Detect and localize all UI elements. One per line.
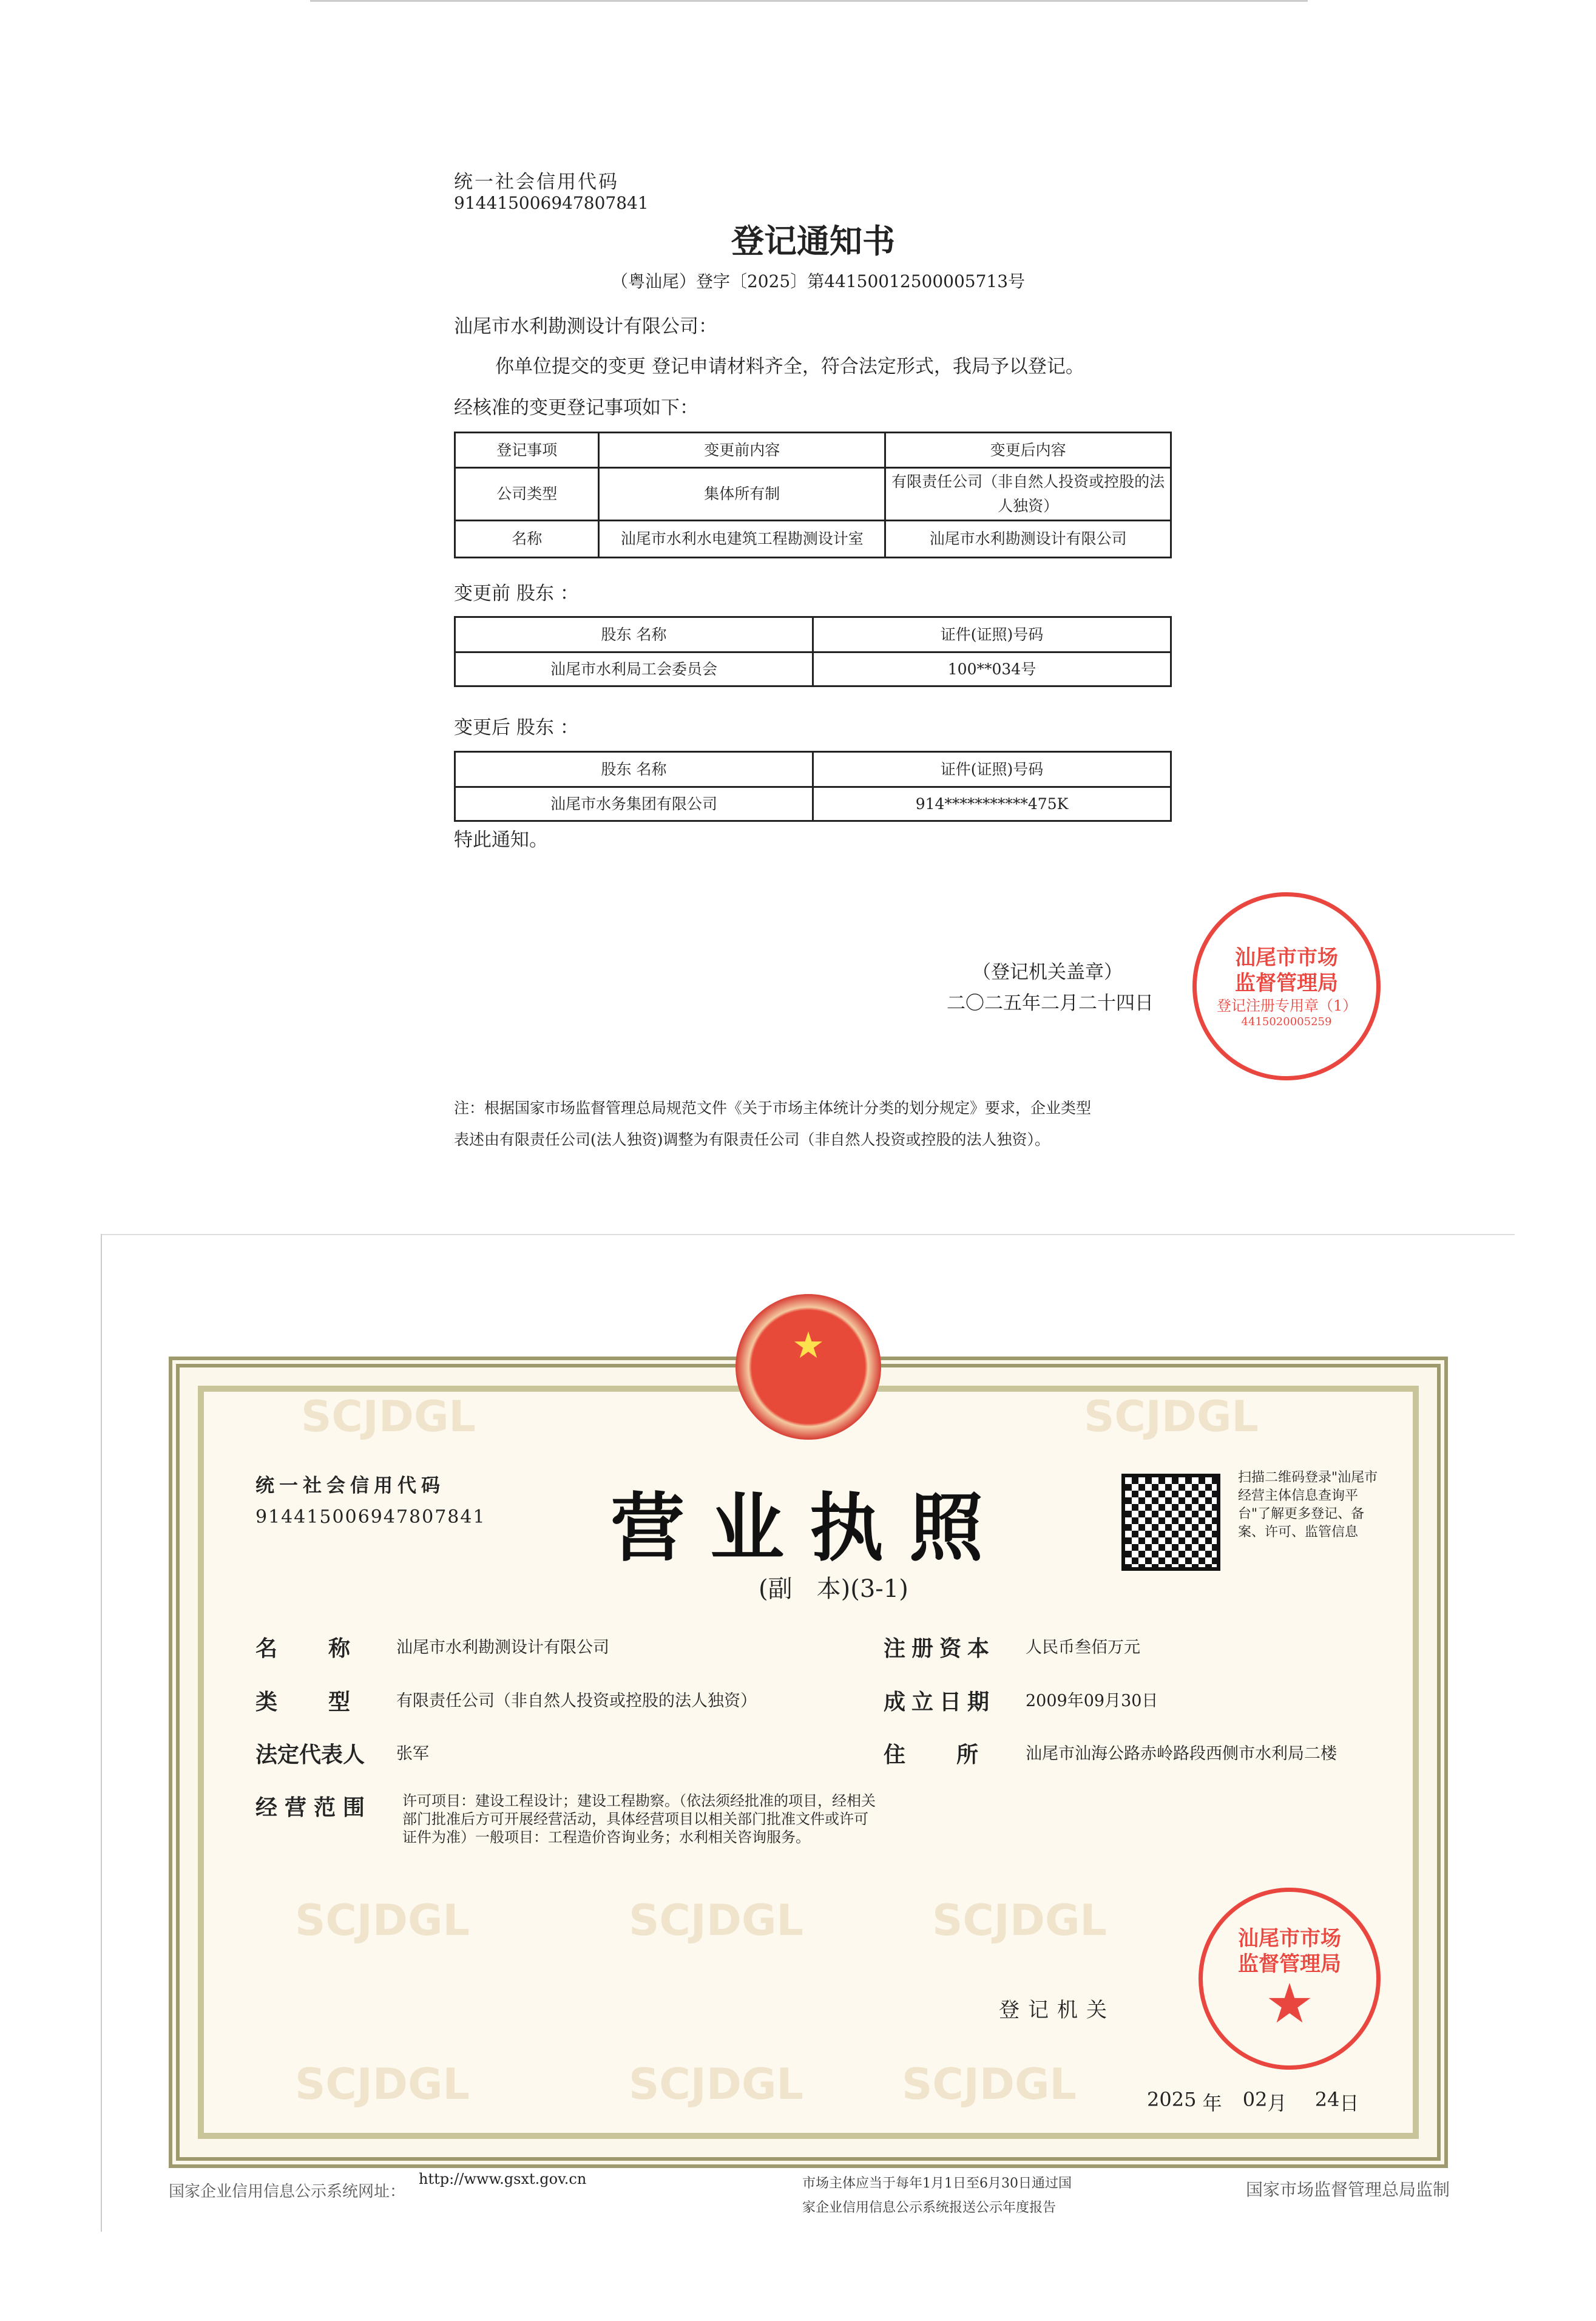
scan-edge-line bbox=[101, 1234, 102, 2232]
field-label-name: 名 称 bbox=[255, 1636, 353, 1661]
table-cell: 汕尾市水利局工会委员会 bbox=[455, 652, 813, 686]
table-cell: 914***********475K bbox=[813, 787, 1171, 821]
header-cell: 证件(证照)号码 bbox=[813, 752, 1171, 787]
issue-day: 24 bbox=[1314, 2088, 1340, 2111]
seal-text: 汕尾市市场监督管理局 bbox=[1238, 1926, 1341, 1976]
footer-right: 国家市场监督管理总局监制 bbox=[1246, 2180, 1450, 2200]
stamp-number: 4415020005259 bbox=[1241, 1015, 1332, 1028]
license-title: 营业执照 bbox=[610, 1485, 1009, 1571]
header-cell: 登记事项 bbox=[455, 433, 599, 468]
national-emblem-icon: ★ bbox=[735, 1294, 881, 1440]
table-cell: 集体所有制 bbox=[599, 468, 885, 521]
table-cell: 汕尾市水利水电建筑工程勘测设计室 bbox=[599, 521, 885, 558]
credit-code: 914415006947807841 bbox=[454, 193, 649, 213]
field-value-address: 汕尾市汕海公路赤岭路段西侧市水利局二楼 bbox=[1026, 1744, 1337, 1763]
watermark: SCJDGL bbox=[301, 1392, 476, 1442]
field-label-representative: 法定代表人 bbox=[255, 1742, 365, 1767]
star-icon: ★ bbox=[1265, 1972, 1314, 2036]
stamp-text: 汕尾市市场监督管理局 bbox=[1235, 945, 1338, 995]
table-cell: 100**034号 bbox=[813, 652, 1171, 686]
license-credit-code: 914415006947807841 bbox=[255, 1506, 486, 1528]
issue-month: 02 bbox=[1242, 2088, 1268, 2111]
day-char: 日 bbox=[1339, 2092, 1359, 2115]
field-value-type: 有限责任公司（非自然人投资或控股的法人独资） bbox=[396, 1692, 757, 1710]
table-row bbox=[455, 468, 1171, 521]
field-label-capital: 注册资本 bbox=[884, 1636, 996, 1661]
notice-body: 你单位提交的变更 登记申请材料齐全，符合法定形式，我局予以登记。 bbox=[495, 356, 1084, 378]
watermark: SCJDGL bbox=[902, 2059, 1077, 2109]
table-cell: 汕尾市水利勘测设计有限公司 bbox=[885, 521, 1171, 558]
watermark: SCJDGL bbox=[932, 1896, 1107, 1945]
license-credit-code-label: 统一社会信用代码 bbox=[255, 1475, 445, 1497]
after-shareholder-table bbox=[454, 751, 1172, 822]
field-label-type: 类 型 bbox=[255, 1689, 353, 1715]
header-cell: 股东 名称 bbox=[455, 617, 813, 652]
before-shareholder-table bbox=[454, 616, 1172, 687]
qr-caption: 扫描二维码登录"汕尾市经营主体信息查询平台"了解更多登记、备案、许可、监管信息 bbox=[1238, 1470, 1378, 1540]
table-cell: 汕尾市水务集团有限公司 bbox=[455, 787, 813, 821]
table-cell: 名称 bbox=[455, 521, 599, 558]
scan-edge-line bbox=[310, 0, 1308, 2]
registration-stamp bbox=[1192, 892, 1381, 1080]
note-line-2: 表述由有限责任公司(法人独资)调整为有限责任公司（非自然人投资或控股的法人独资）。 bbox=[454, 1131, 1050, 1148]
header-cell: 证件(证照)号码 bbox=[813, 617, 1171, 652]
credit-code-label: 统一社会信用代码 bbox=[454, 171, 619, 193]
watermark: SCJDGL bbox=[295, 2059, 470, 2109]
table-cell: 有限责任公司（非自然人投资或控股的法人独资） bbox=[885, 468, 1171, 521]
note-line-1: 注：根据国家市场监督管理总局规范文件《关于市场主体统计分类的划分规定》要求，企业类型 bbox=[454, 1099, 1092, 1117]
issue-year: 2025 bbox=[1147, 2088, 1197, 2111]
field-value-name: 汕尾市水利勘测设计有限公司 bbox=[396, 1638, 609, 1657]
field-value-representative: 张军 bbox=[396, 1744, 429, 1763]
header-cell: 变更前内容 bbox=[599, 433, 885, 468]
field-value-scope: 许可项目：建设工程设计；建设工程勘察。（依法须经批准的项目，经相关部门批准后方可开展经营活动，具体经营项目以相关部门批准文件或许可证件为准）一般项目：工程造价咨询业务；水利相关咨询服务。 bbox=[402, 1792, 876, 1846]
items-intro: 经核准的变更登记事项如下： bbox=[454, 397, 698, 419]
field-value-capital: 人民币叁佰万元 bbox=[1026, 1638, 1140, 1657]
closing: 特此通知。 bbox=[454, 829, 548, 851]
footer-note-line-2: 家企业信用信息公示系统报送公示年度报告 bbox=[802, 2200, 1057, 2215]
change-table bbox=[454, 432, 1172, 558]
addressee: 汕尾市水利勘测设计有限公司： bbox=[454, 316, 717, 337]
after-shareholder-label: 变更后 股东 ： bbox=[454, 717, 579, 739]
table-row bbox=[455, 521, 1171, 558]
copy-label: (副 本)(3-1) bbox=[759, 1575, 908, 1603]
qr-code[interactable] bbox=[1121, 1474, 1220, 1571]
field-label-scope: 经营范围 bbox=[255, 1795, 373, 1820]
before-shareholder-label: 变更前 股东 ： bbox=[454, 583, 579, 605]
authority-seal bbox=[1199, 1888, 1381, 2070]
watermark: SCJDGL bbox=[1084, 1392, 1259, 1442]
notice-title: 登记通知书 bbox=[731, 222, 895, 260]
watermark: SCJDGL bbox=[629, 1896, 803, 1945]
footer-url[interactable]: http://www.gsxt.gov.cn bbox=[419, 2170, 587, 2187]
table-row bbox=[455, 652, 1171, 686]
table-cell: 公司类型 bbox=[455, 468, 599, 521]
field-label-date: 成立日期 bbox=[884, 1689, 996, 1715]
footer-note-line-1: 市场主体应当于每年1月1日至6月30日通过国 bbox=[802, 2176, 1072, 2191]
year-char: 年 bbox=[1202, 2092, 1222, 2115]
issue-date bbox=[1147, 2088, 1359, 2116]
scan-edge-line bbox=[101, 1234, 1515, 1235]
header-cell: 股东 名称 bbox=[455, 752, 813, 787]
watermark: SCJDGL bbox=[295, 1896, 470, 1945]
seal-caption: （登记机关盖章） bbox=[972, 961, 1123, 983]
watermark: SCJDGL bbox=[629, 2059, 803, 2109]
stamp-subtext: 登记注册专用章（1） bbox=[1217, 997, 1358, 1014]
notice-date: 二〇二五年二月二十四日 bbox=[947, 992, 1154, 1014]
doc-number: （粤汕尾）登字〔2025〕第44150012500005713号 bbox=[610, 271, 1026, 291]
field-value-date: 2009年09月30日 bbox=[1026, 1692, 1158, 1710]
table-row bbox=[455, 787, 1171, 821]
header-cell: 变更后内容 bbox=[885, 433, 1171, 468]
field-label-address: 住 所 bbox=[884, 1742, 981, 1767]
month-char: 月 bbox=[1267, 2092, 1287, 2115]
authority-label: 登记机关 bbox=[999, 1998, 1115, 2022]
footer-left-label: 国家企业信用信息公示系统网址： bbox=[169, 2183, 406, 2201]
